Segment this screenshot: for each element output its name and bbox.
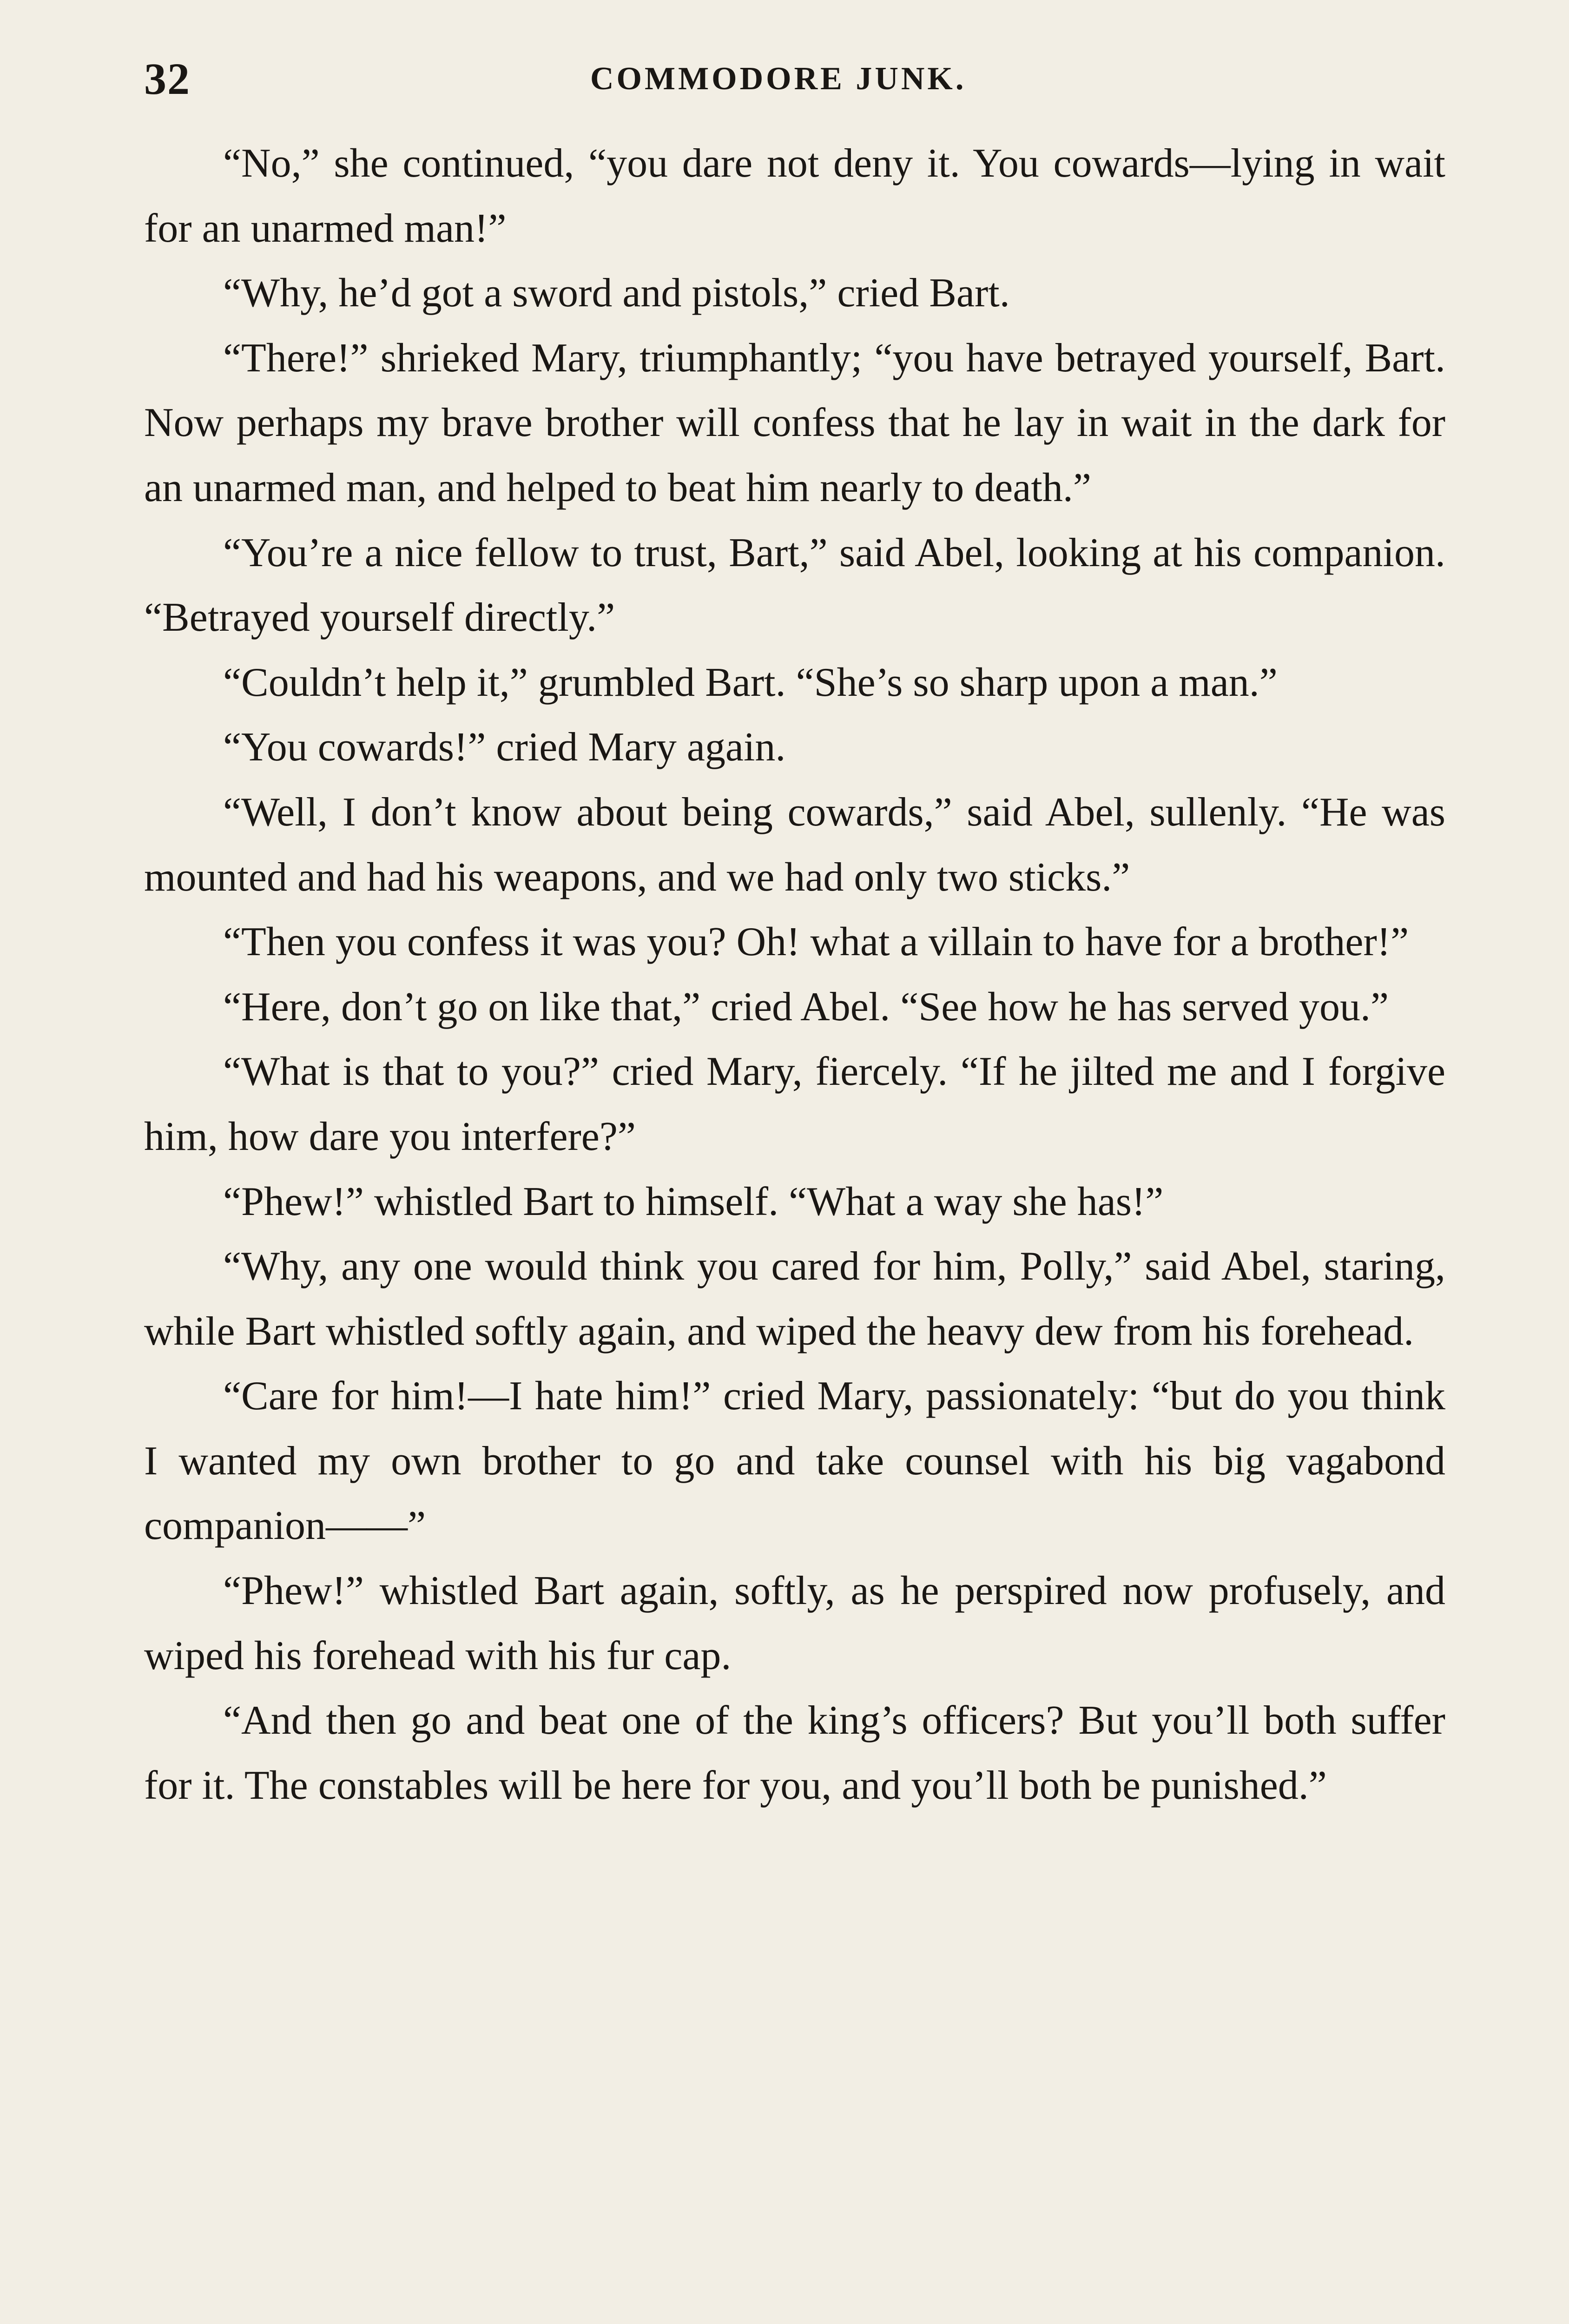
running-title: COMMODORE JUNK. bbox=[590, 61, 967, 97]
paragraph: “Why, any one would think you cared for him, Polly,” said Abel, staring, while Bart whistled softly again, and wiped the heavy dew from his forehead. bbox=[144, 1244, 1445, 1354]
body-text bbox=[144, 131, 1445, 1818]
paragraph: “Here, don’t go on like that,” cried Abel. “See how he has served you.” bbox=[223, 984, 1389, 1030]
page-header bbox=[144, 51, 1441, 107]
paragraph: “There!” shrieked Mary, triumphantly; “you have betrayed yourself, Bart. Now perhaps my brave brother will confess that he lay in wait in the dark for an unarmed man, and helped to beat him nearly to death.” bbox=[144, 335, 1445, 510]
page-number: 32 bbox=[144, 54, 191, 104]
paragraph: “Why, he’d got a sword and pistols,” cried Bart. bbox=[223, 271, 1010, 316]
paragraph: “Then you confess it was you? Oh! what a villain to have for a brother!” bbox=[223, 919, 1409, 965]
paragraph: “Phew!” whistled Bart again, softly, as he perspired now profusely, and wiped his forehead with his fur cap. bbox=[144, 1568, 1445, 1678]
paragraph: “No,” she continued, “you dare not deny it. You cowards—lying in wait for an unarmed man!” bbox=[144, 141, 1445, 251]
paragraph: “Phew!” whistled Bart to himself. “What a way she has!” bbox=[223, 1179, 1164, 1224]
paragraph: “And then go and beat one of the king’s officers? But you’ll both suffer for it. The constables will be here for you, and you’ll both be punished.” bbox=[144, 1698, 1445, 1808]
paragraph: “Couldn’t help it,” grumbled Bart. “She’s so sharp upon a man.” bbox=[223, 660, 1278, 705]
paragraph: “Care for him!—I hate him!” cried Mary, passionately: “but do you think I wanted my own brother to go and take counsel with his big vagabond companion——” bbox=[144, 1373, 1445, 1549]
paragraph: “You’re a nice fellow to trust, Bart,” said Abel, looking at his companion. “Betrayed yourself directly.” bbox=[144, 530, 1445, 640]
paragraph: “Well, I don’t know about being cowards,” said Abel, sullenly. “He was mounted and had his weapons, and we had only two sticks.” bbox=[144, 789, 1445, 900]
paragraph: “You cowards!” cried Mary again. bbox=[223, 725, 786, 770]
paragraph: “What is that to you?” cried Mary, fiercely. “If he jilted me and I forgive him, how dare you interfere?” bbox=[144, 1049, 1445, 1159]
